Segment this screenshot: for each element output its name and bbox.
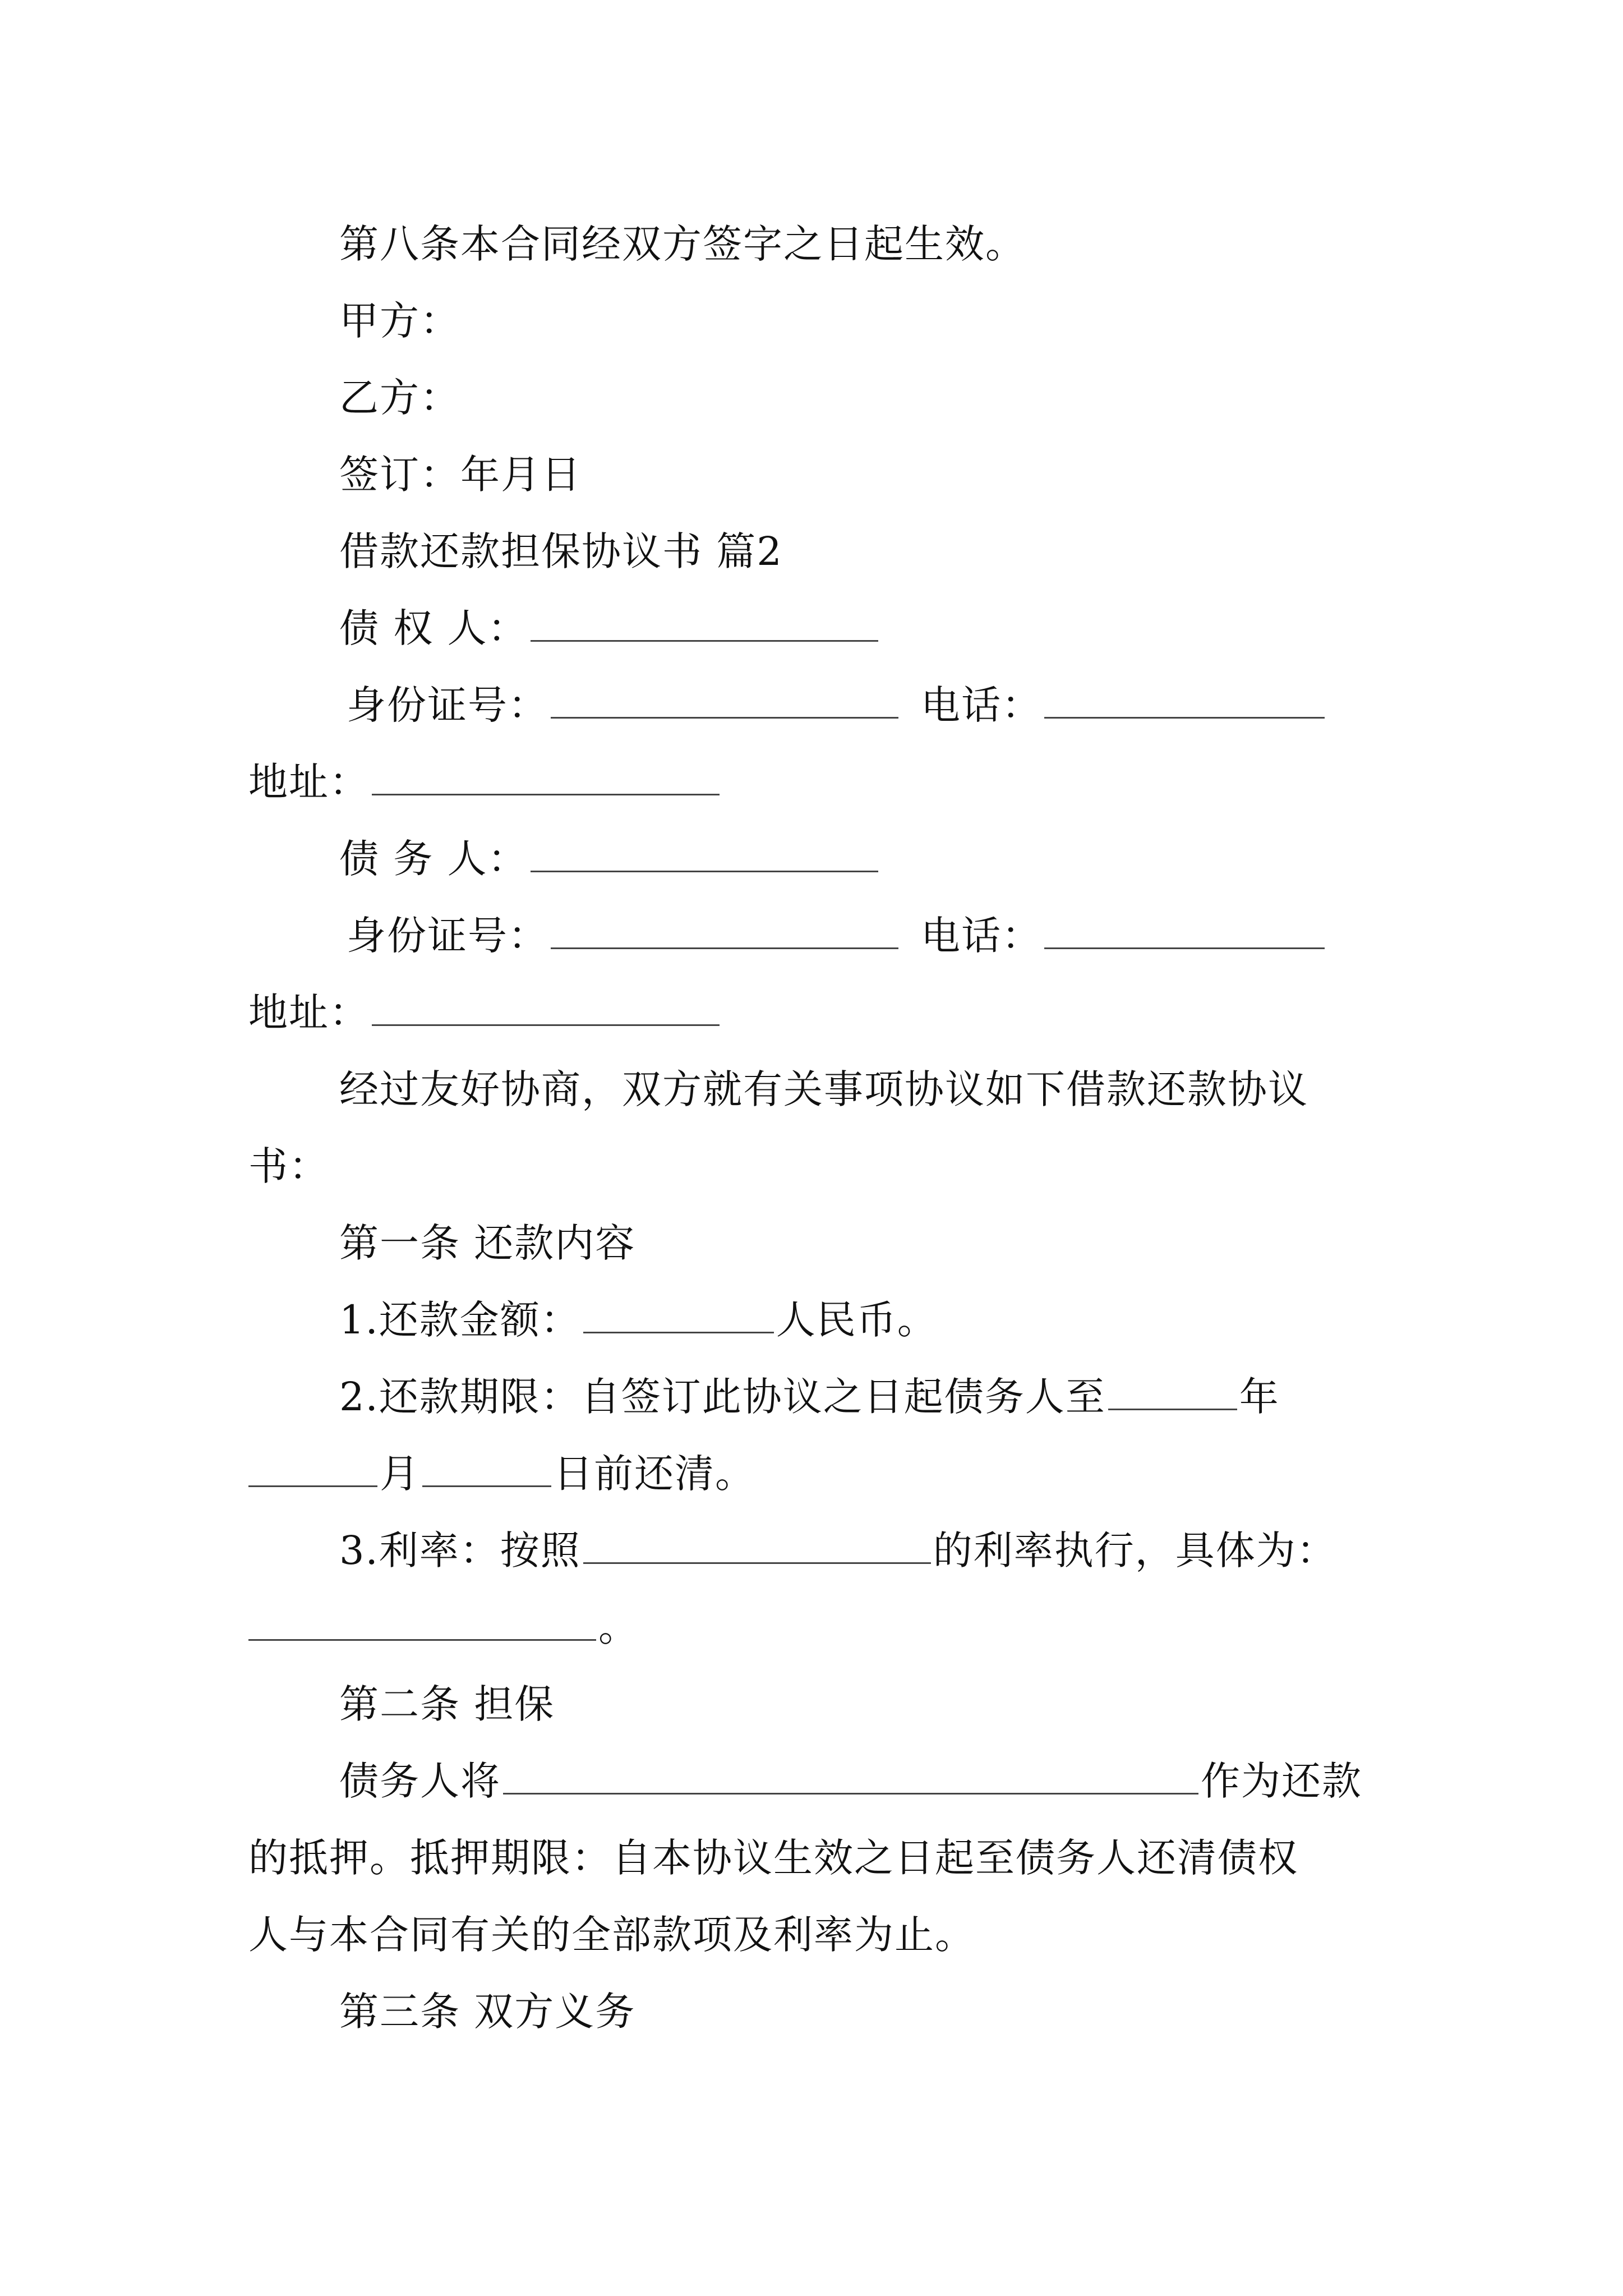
debtor-address-blank[interactable] bbox=[372, 991, 720, 1026]
interest-end-mark: 。 bbox=[598, 1604, 639, 1650]
intro-line-2 bbox=[248, 1141, 329, 1191]
creditor-address-blank[interactable] bbox=[372, 760, 720, 795]
debtor-address-line bbox=[248, 987, 722, 1038]
article-3-heading bbox=[339, 1986, 635, 2037]
repay-amount-label: 1.还款金额： bbox=[339, 1297, 581, 1343]
creditor-line bbox=[339, 603, 880, 654]
interest-detail-blank[interactable] bbox=[248, 1605, 596, 1641]
interest-basis-blank[interactable] bbox=[583, 1529, 931, 1564]
repay-amount-blank[interactable] bbox=[583, 1298, 774, 1333]
article-1-heading bbox=[339, 1218, 635, 1268]
repay-term-label: 2.还款期限：自签订此协议之日起债务人至 bbox=[339, 1374, 1106, 1420]
guarantee-label: 债务人将 bbox=[339, 1758, 501, 1804]
creditor-address-label: 地址： bbox=[248, 759, 370, 805]
repay-amount-unit: 人民币。 bbox=[776, 1297, 938, 1343]
creditor-id-blank[interactable] bbox=[551, 683, 898, 719]
article-2-heading bbox=[339, 1679, 555, 1729]
creditor-label: 债 权 人： bbox=[339, 605, 528, 651]
creditor-phone-label: 电话： bbox=[921, 682, 1042, 728]
repay-term-line-2 bbox=[248, 1448, 755, 1499]
debtor-address-label: 地址： bbox=[248, 990, 370, 1036]
article-1-title: 第一条 还款内容 bbox=[339, 1220, 636, 1266]
party-a bbox=[339, 296, 460, 346]
guarantee-text-3: 人与本合同有关的全部款项及利率为止。 bbox=[248, 1912, 975, 1958]
creditor-address-line bbox=[248, 757, 722, 807]
guarantee-line-2 bbox=[248, 1833, 1298, 1883]
collateral-blank[interactable] bbox=[503, 1759, 1198, 1795]
clause-8-text: 第八条本合同经双方签字之日起生效。 bbox=[339, 221, 1026, 267]
repay-month-blank[interactable] bbox=[248, 1452, 377, 1487]
intro-text-1: 经过友好协商，双方就有关事项协议如下借款还款协议 bbox=[339, 1066, 1308, 1112]
intro-line-1 bbox=[339, 1064, 1308, 1115]
debtor-phone-blank[interactable] bbox=[1044, 914, 1325, 949]
creditor-name-blank[interactable] bbox=[531, 606, 878, 642]
clause-8 bbox=[339, 219, 1026, 269]
debtor-name-blank[interactable] bbox=[531, 837, 878, 872]
party-b bbox=[339, 372, 460, 423]
interest-line-1 bbox=[339, 1525, 1337, 1576]
section-title-text: 借款还款担保协议书 篇2 bbox=[339, 528, 783, 574]
creditor-id-label: 身份证号： bbox=[347, 682, 548, 728]
repay-term-line-1 bbox=[339, 1372, 1280, 1422]
interest-detail-label: 的利率执行，具体为： bbox=[933, 1527, 1337, 1573]
debtor-label: 债 务 人： bbox=[339, 836, 528, 882]
creditor-phone-blank[interactable] bbox=[1044, 683, 1325, 719]
creditor-id-line bbox=[347, 680, 1327, 730]
interest-line-2 bbox=[248, 1602, 639, 1653]
debtor-id-line bbox=[347, 910, 1327, 961]
repay-amount-line bbox=[339, 1295, 938, 1345]
repay-day-unit: 日前还清。 bbox=[554, 1451, 755, 1497]
section-title bbox=[339, 526, 783, 577]
intro-text-2: 书： bbox=[248, 1143, 329, 1189]
party-a-label: 甲方： bbox=[339, 298, 460, 344]
debtor-id-label: 身份证号： bbox=[347, 913, 548, 959]
guarantee-line-1 bbox=[339, 1756, 1362, 1806]
debtor-phone-label: 电话： bbox=[921, 913, 1042, 959]
party-b-label: 乙方： bbox=[339, 375, 460, 421]
debtor-line bbox=[339, 834, 880, 884]
sign-date bbox=[339, 449, 582, 500]
repay-day-blank[interactable] bbox=[422, 1452, 551, 1487]
debtor-id-blank[interactable] bbox=[551, 914, 898, 949]
repay-month-unit: 月 bbox=[380, 1451, 420, 1497]
guarantee-text-2: 的抵押。抵押期限：自本协议生效之日起至债务人还清债权 bbox=[248, 1835, 1298, 1881]
article-2-title: 第二条 担保 bbox=[339, 1681, 555, 1727]
repay-year-blank[interactable] bbox=[1108, 1375, 1237, 1410]
guarantee-line-3 bbox=[248, 1910, 975, 1960]
interest-label: 3.利率：按照 bbox=[339, 1527, 581, 1573]
article-3-title: 第三条 双方义务 bbox=[339, 1989, 636, 2035]
sign-date-text: 签订：年月日 bbox=[339, 452, 582, 498]
repay-year-unit: 年 bbox=[1239, 1374, 1280, 1420]
guarantee-purpose: 作为还款 bbox=[1201, 1758, 1362, 1804]
